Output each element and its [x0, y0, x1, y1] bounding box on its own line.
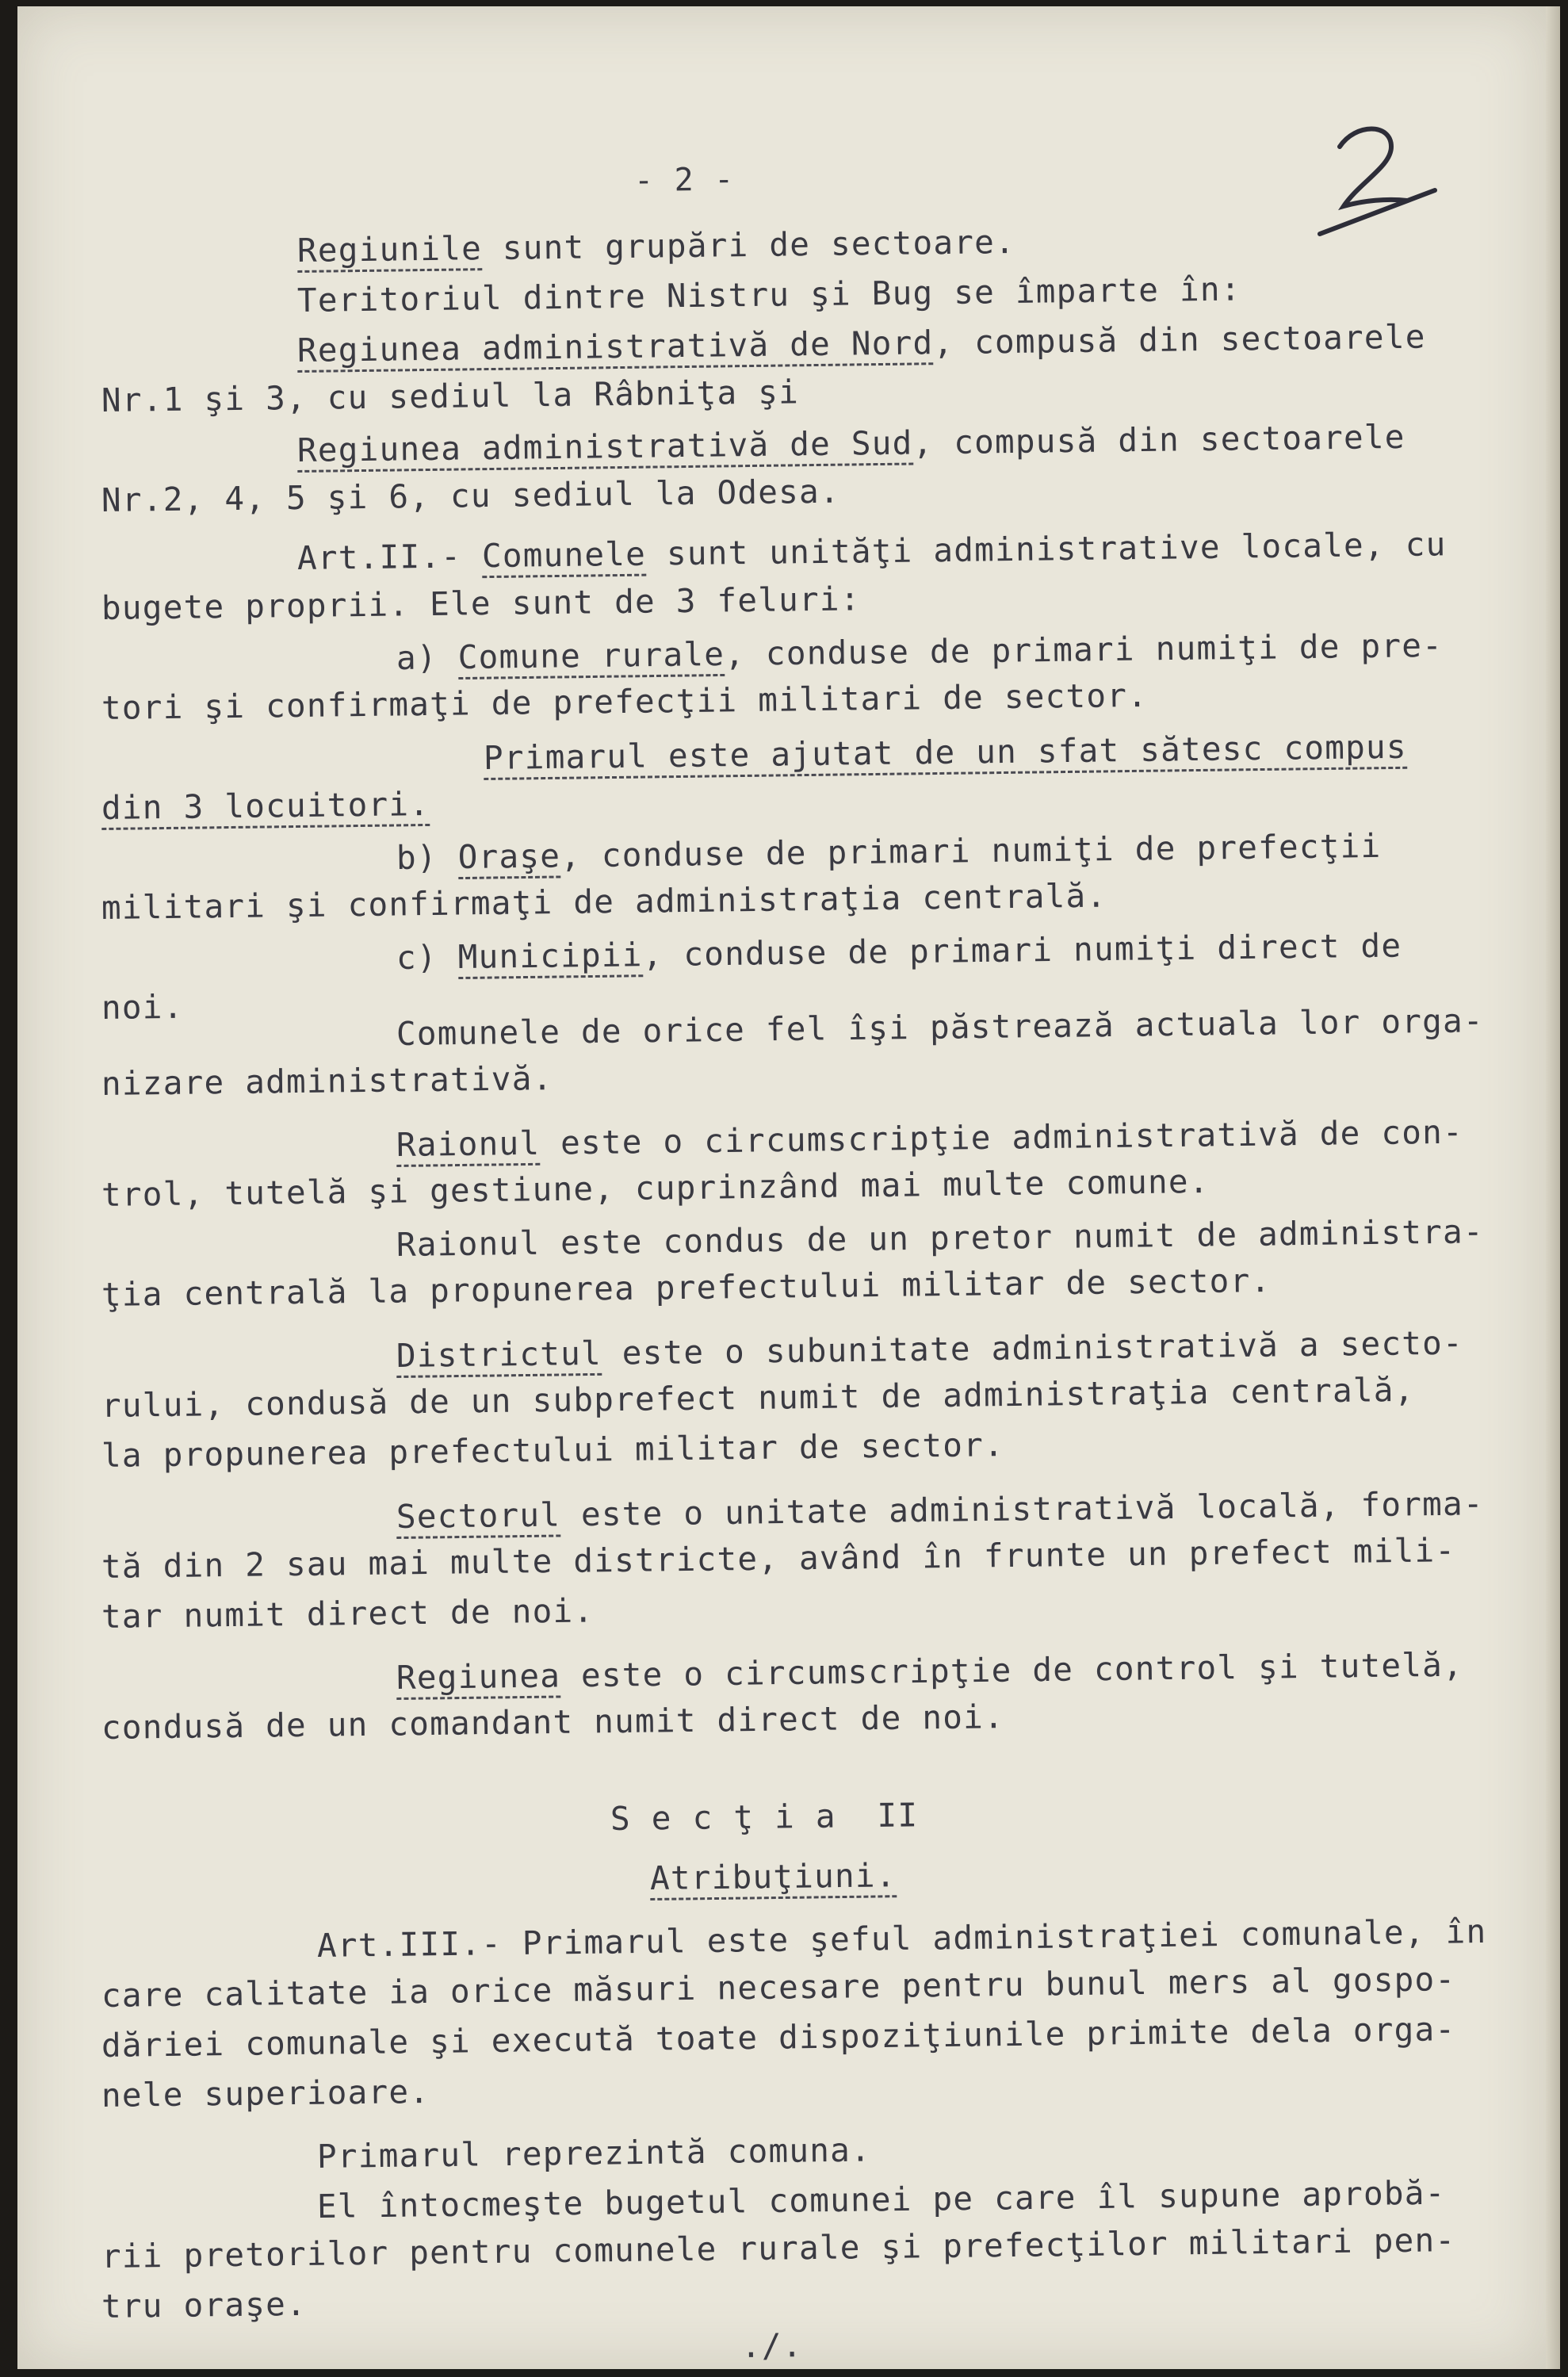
text-segment: este o unitate administrativă locală, forma-	[560, 1484, 1485, 1534]
text-segment: c)	[396, 938, 458, 977]
text-segment: rii pretorilor pentru comunele rurale şi prefecţilor militari pen-	[101, 2221, 1456, 2276]
text-segment: militari şi confirmaţi de administraţia centrală.	[101, 876, 1107, 927]
text-segment: tru oraşe.	[101, 2284, 308, 2325]
text-segment: ţia centrală la propunerea prefectului militar de sector.	[101, 1261, 1272, 1314]
text-segment: la propunerea prefectului militar de sector.	[101, 1426, 1005, 1475]
underlined-term: Regiunea	[396, 1656, 561, 1700]
underlined-term: Regiunea administrativă de Sud	[297, 424, 913, 473]
text-line	[101, 2285, 307, 2325]
page-number: - 2 -	[633, 161, 735, 199]
text-segment: care calitate ia orice măsuri necesare pentru bunul mers al gospo-	[101, 1960, 1456, 2015]
page-stack-edge	[1546, 6, 1560, 2369]
text-segment: dăriei comunale şi execută toate dispoziţiunile primite dela orga-	[101, 2010, 1456, 2065]
text-line	[101, 1059, 553, 1103]
text-line	[317, 2130, 871, 2176]
text-segment: sunt unităţi administrative locale, cu	[645, 525, 1447, 573]
text-line	[101, 1591, 595, 1636]
text-segment: , conduse de primari numiţi de prefecţii	[560, 826, 1382, 875]
text-segment: condusă de un comandant numit direct de noi.	[101, 1698, 1005, 1747]
text-segment: , conduse de primari numiţi de pre-	[724, 626, 1444, 673]
underlined-term: Districtul	[396, 1334, 602, 1378]
text-segment: Primarul reprezintă comuna.	[316, 2130, 872, 2176]
text-segment: a)	[396, 638, 458, 677]
text-segment: noi.	[101, 987, 184, 1027]
underlined-term: Sectorul	[396, 1495, 561, 1539]
text-line	[101, 988, 184, 1027]
text-segment: tă din 2 sau mai multe districte, având în frunte un prefect mili-	[101, 1531, 1456, 1586]
text-segment: Art.II.-	[296, 537, 483, 577]
text-segment: nele superioare.	[101, 2072, 430, 2115]
text-line	[650, 1856, 897, 1897]
text-segment: S e c ţ i a II	[610, 1796, 919, 1838]
underlined-term: Regiunea administrativă de Nord	[297, 323, 934, 373]
underlined-term: din 3 locuitori.	[101, 785, 430, 830]
text-segment: El întocmeşte bugetul comunei pe care îl supune aprobă-	[316, 2173, 1446, 2226]
text-segment: sunt grupări de sectoare.	[481, 222, 1016, 268]
continuation-mark: ./.	[740, 2326, 803, 2365]
text-segment: Raionul este condus de un pretor numit de administra-	[396, 1212, 1485, 1264]
text-segment: Nr.2, 4, 5 şi 6, cu sediul la Odesa.	[101, 472, 841, 519]
underlined-term: Comune rurale	[457, 635, 725, 679]
text-segment: tori şi confirmaţi de prefecţii militari de sector.	[101, 676, 1149, 727]
text-segment: , compusă din sectoarele	[933, 317, 1426, 362]
text-segment: este o subunitate administrativă a secto-	[601, 1323, 1464, 1372]
text-line	[610, 1796, 919, 1838]
text-segment: Teritoriul dintre Nistru şi Bug se împarte în:	[296, 270, 1241, 320]
text-segment: tar numit direct de noi.	[101, 1591, 595, 1636]
text-segment: este o circumscripţie de control şi tutelă,	[560, 1645, 1464, 1695]
text-segment: Art.III.- Primarul este şeful administraţiei comunale, în	[316, 1912, 1487, 1965]
text-line	[101, 785, 430, 827]
underlined-term: Regiunile	[297, 229, 483, 273]
underlined-term: Atribuţiuni.	[650, 1856, 897, 1900]
underlined-term: Comunele	[482, 535, 647, 579]
underlined-term: Municipii	[457, 936, 643, 979]
text-segment: rului, condusă de un subprefect numit de administraţia centrală,	[101, 1370, 1415, 1425]
text-segment: , conduse de primari numiţi direct de	[642, 926, 1402, 974]
underlined-term: Raionul	[396, 1124, 541, 1167]
underlined-term: Oraşe	[457, 836, 560, 879]
handwritten-page-number	[1316, 115, 1443, 242]
text-line	[101, 2073, 430, 2115]
text-segment: bugete proprii. Ele sunt de 3 feluri:	[101, 580, 861, 627]
text-segment: trol, tutelă şi gestiune, cuprinzând mai multe comune.	[101, 1162, 1210, 1214]
text-segment: nizare administrativă.	[101, 1059, 553, 1103]
text-segment: Comunele de orice fel îşi păstrează actuala lor orga-	[396, 1001, 1485, 1053]
text-segment: Nr.1 şi 3, cu sediul la Râbniţa şi	[101, 373, 800, 419]
text-segment: b)	[396, 838, 458, 877]
underlined-term: Primarul este ajutat de un sfat sătesc compus	[484, 728, 1407, 780]
text-segment: este o circumscripţie administrativă de con-	[539, 1112, 1464, 1162]
text-segment: , compusă din sectoarele	[912, 417, 1405, 462]
